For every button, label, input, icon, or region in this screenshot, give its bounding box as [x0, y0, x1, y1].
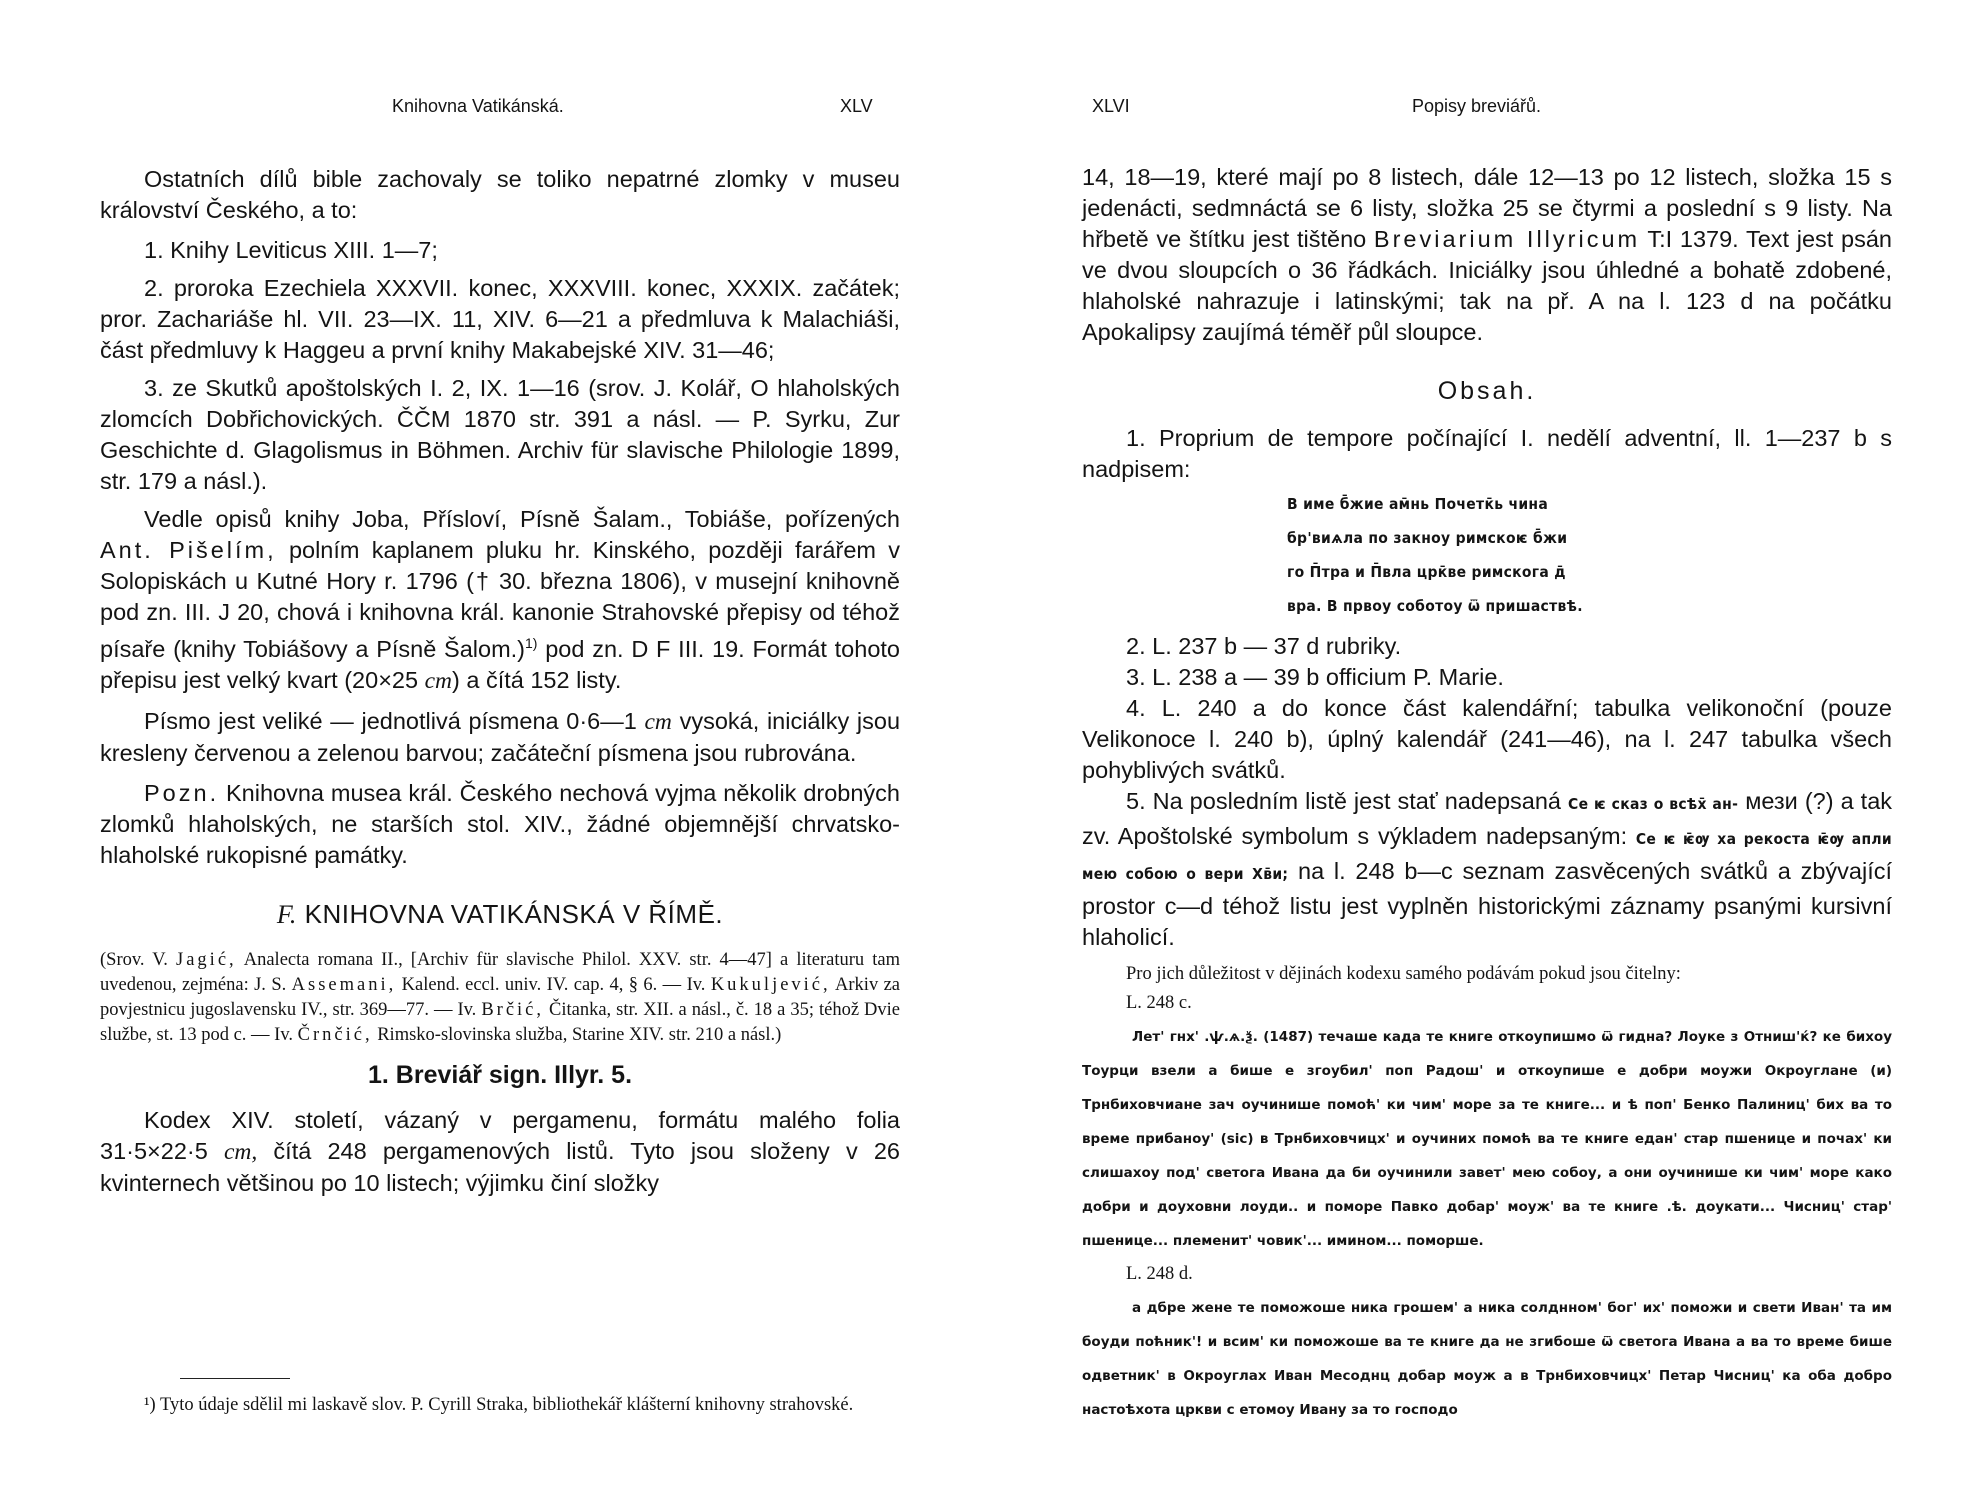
spine-label: Breviarium Illyricum — [1373, 226, 1641, 252]
left-body — [100, 164, 900, 1208]
leaf-label-248c: L. 248 c. — [1126, 993, 1192, 1013]
list-item: 1. Knihy Leviticus XIII. 1—7; — [144, 237, 438, 263]
footnote-mark: ¹) — [144, 1395, 156, 1415]
right-running-head — [1082, 96, 1892, 126]
footnote-rule — [180, 1378, 290, 1379]
right-body — [1082, 162, 1892, 1427]
leaf-label-248d: L. 248 d. — [1126, 1264, 1193, 1284]
footnote: ¹) Tyto údaje sdělil mi laskavě slov. P. Cyrill Straka, bibliothekář klášterní knihovny strahovské. — [100, 1392, 900, 1418]
list-item: 2. proroka Ezechiela XXXVII. konec, XXXVIII. konec, XXXIX. začátek; pror. Zachariáše hl. VII. 23—IX. 11, XIV. 6—21 a předmluva k Malachiáši, část předmluvy k Haggeu a první knihy Makabejské XIV. 31—46; — [100, 275, 900, 363]
glag-line: бр'виѧла по закноу римскоѥ б̄жи — [1287, 529, 1568, 547]
note-intro: Pro jich důležitost v dějinách kodexu samého podávám pokud jsou čitelny: — [1126, 964, 1681, 984]
glag-line: вра. В првоу соботоу ѿ пришаствѣ. — [1287, 597, 1583, 615]
obsah-item-1: 1. Proprium de tempore počínající I. nedělí adventní, ll. 1—237 b s nadpisem: — [1082, 425, 1892, 482]
left-page-number: XLV — [840, 96, 873, 116]
obsah-item-2: 2. L. 237 b — 37 d rubriky. — [1126, 633, 1402, 659]
obsah-item-3: 3. L. 238 a — 39 b officium P. Marie. — [1126, 664, 1504, 690]
intro-paragraph: Ostatních dílů bible zachovaly se toliko nepatrné zlomky v museu království Českého, a to: — [100, 166, 900, 223]
references-block: (Srov. V. Jagić, Analecta romana II., [Archiv für slavische Philol. XXV. str. 4—47] a literaturu tam uvedenou, zejména: J. S. Assemani, Kalend. eccl. univ. IV. cap. 4, § 6. — Iv. Kukuljević, Arkiv za povjestnicu jugoslavensku IV., str. 369—77. — Iv. Brčić, Čitanka, str. XII. a násl., č. 18 a 35; téhož Dvie službe, st. 13 pod c. — Iv. Črnčić, Rimsko-slovinska služba, Starine XIV. str. 210 a násl.) — [100, 949, 901, 1045]
left-running-head — [100, 96, 900, 126]
pozn-label: Pozn. — [144, 779, 220, 806]
paragraph-vedle: Vedle opisů knihy Joba, Přísloví, Písně Šalam., Tobiáše, pořízených Ant. Pišelím, polním kaplanem pluku hr. Kinského, později farářem v Solopiskách u Kutné Hory r. 1796 († 30. března 1806), v musejní knihovně pod zn. III. J 20, chová i knihovna král. kanonie Strahovské přepisy od téhož písaře (knihy Tobiášovy a Písně Šalom.)$^{1)}$ pod zn. D F III. 19. Formát tohoto přepisu jest velký kvart (20×25 cm) a čítá 152 listy. — [100, 506, 901, 694]
continued-paragraph: 14, 18—19, které mají po 8 listech, dále 12—13 po 12 listech, složka 15 s jedenácti, sedmnáctá se 6 listy, složka 25 se čtyrmi a poslední s 9 listy. Na hřbetě ve štítku jest tištěno Breviarium Illyricum T:I 1379. Text jest psán ve dvou sloupcích o 36 řádkách. Iniciálky jsou úhledné a bohatě zdobené, hlaholské nahrazuje i latinskými; tak na př. A na l. 123 d na počátku Apokalipsy zaujímá téměř půl sloupce. — [1082, 164, 1892, 345]
glag-line: В име б̄жие ам̄нь Почетк̄ь чина — [1287, 495, 1549, 513]
subsection-heading: 1. Breviář sign. Illyr. 5. — [367, 1060, 633, 1089]
obsah-item-4: 4. L. 240 a do konce část kalendářní; tabulka velikonoční (pouze Velikonoce l. 240 b), úplný kalendář (241—46), na l. 247 tabulka všech pohyblivých svátků. — [1082, 695, 1892, 783]
fragment-list — [100, 235, 900, 497]
paragraph-kodex: Kodex XIV. století, vázaný v pergamenu, formátu malého folia 31·5×22·5 cm, čítá 248 pergamenových listů. Tyto jsou složeny v 26 kvinternech většinou po 10 listech; výjimku činí složky — [100, 1106, 901, 1196]
left-head-title: Knihovna Vatikánská. — [392, 96, 564, 116]
glag-line: го П̄тра и П̄вла црк̄ве римскога д̄ — [1287, 563, 1566, 581]
paragraph-pismo: Písmo jest veliké — jednotlivá písmena 0·6—1 cm vysoká, iniciálky jsou kresleny červenou a zelenou barvou; začáteční písmena jsou rubrována. — [100, 707, 901, 766]
right-head-title: Popisy breviářů. — [1412, 96, 1542, 116]
glagolitic-note-248c: Лет' гнх' .ѱ.ѧ.ѯ. (1487) течаше када те книге откоупишмо ѿ гидна? Лоуке з Отниш'ќ? ке бихоу Тоурци взели а бише е згоубил' поп Радош' и откоупише е добри моужи Окроуглане (и) Трнбиховчиане зач оучинише помоћ' ки чим' море за те книге... и ѣ поп' Бенко Палиниц' бих ва то време прибаноу' (sic) в Трнбиховчицх' и оучиних помоћ ва те книге едан' стар пшенице и почах' ки слишахоу под' светога Ивана да би оучинили завет' мею собоу, а они оучинише ки чим' море како добри и доуховни лоуди.. и поморе Павко добар' моуж' ва те книге .ѣ. доукати... Чисниц' стар' пшенице... племенит' човик'... имином... поморше. — [1082, 1029, 1892, 1249]
author-name: Ant. Pišelím, — [100, 537, 277, 563]
paragraph-pozn: Pozn. Knihovna musea král. Českého nechová vyjma několik drobných zlomků hlaholských, ne starších stol. XIV., žádné objemnější chrvatsko-hlaholské rukopisné památky. — [100, 779, 900, 868]
glagolitic-note-248d: а дбре жене те поможоше ника грошем' а ника солднном' бог' их' поможи и свети Иван' та им боуди поћник'! и всим' ки поможоше ва те книге да не згибоше ѿ светога Ивана а ва то време бише одветник' в Окроуглах Иван Месоднц добар моуж а в Трнбиховчицх' Петар Чисниц' ка оба добро настоѣхота цркви с етомоу Ивану за то господо — [1082, 1300, 1892, 1418]
glagolitic-incipit — [1287, 487, 1717, 623]
left-page — [100, 0, 900, 1500]
obsah-item-5: 5. Na posledním listě jest stať nadepsaná Се ѥ сказ о всѣх̄ ан- мези (?) a tak zv. Apoštolské symbolum s výkladem nadepsaným: Се ѥ ѥ̄ѹ ха рекоста ѥ̄ѹ апли мею собою о вери Хв̄и; na l. 248 b—c seznam zasvěcených svátků a zbývající prostor c—d téhož listu jest vyplněn historickými záznamy psanými kursivní hlaholicí. — [1082, 788, 1893, 950]
list-item: 3. ze Skutků apoštolských I. 2, IX. 1—16 (srov. J. Kolář, O hlaholských zlomcích Dobřichovických. ČČM 1870 str. 391 a násl. — P. Syrku, Zur Geschichte d. Glagolismus in Böhmen. Archiv für slavische Philologie 1899, str. 179 a násl.). — [100, 375, 900, 494]
section-heading: F. KNIHOVNA VATIKÁNSKÁ V ŘÍMĚ. — [276, 898, 724, 929]
right-page — [1082, 0, 1892, 1500]
right-page-number: XLVI — [1092, 96, 1130, 116]
obsah-heading: Obsah. — [1437, 377, 1537, 405]
footnote-ref: 1) — [525, 635, 538, 651]
